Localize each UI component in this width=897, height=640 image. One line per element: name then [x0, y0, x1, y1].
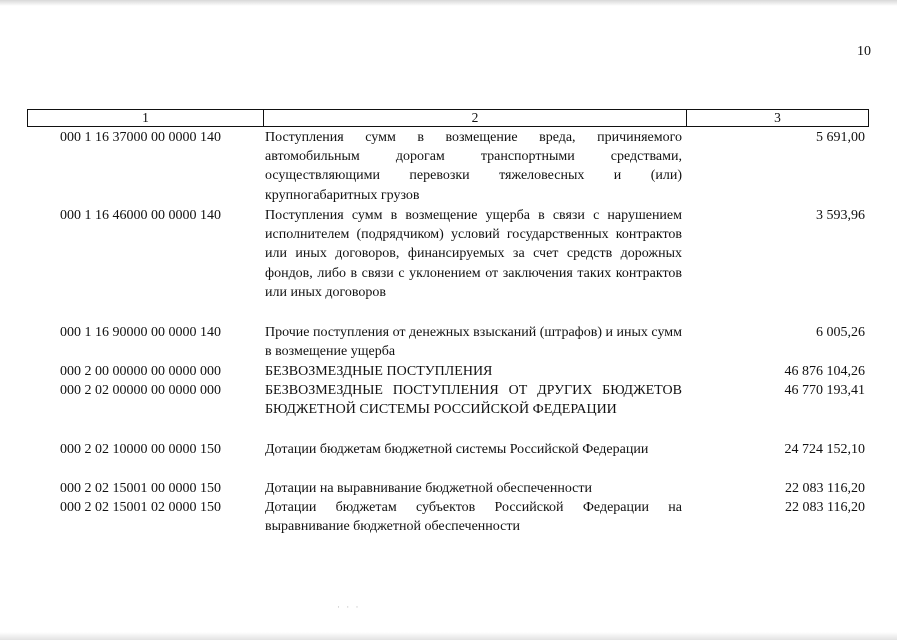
row-code: 000 1 16 90000 00 0000 140 — [60, 325, 221, 340]
row-description: Поступления сумм в возмещение ущерба в связи с нарушением исполнителем (подрядчиком) условий государственных контрактов или иных договоров, финансируемых за счет средств дорожных фондов, либо в связи с уклонением от заключения таких контрактов или иных договоров — [265, 208, 682, 300]
row-amount: 5 691,00 — [816, 130, 865, 145]
row-description: БЕЗВОЗМЕЗДНЫЕ ПОСТУПЛЕНИЯ — [265, 364, 493, 379]
row-code: 000 2 02 15001 00 0000 150 — [60, 481, 221, 496]
column-header-2: 2 — [264, 110, 687, 126]
faint-scan-mark: · · · — [337, 602, 361, 612]
row-description: Дотации бюджетам бюджетной системы Российской Федерации — [265, 442, 649, 457]
row-description: БЕЗВОЗМЕЗДНЫЕ ПОСТУПЛЕНИЯ ОТ ДРУГИХ БЮДЖЕТОВ БЮДЖЕТНОЙ СИСТЕМЫ РОССИЙСКОЙ ФЕДЕРАЦИИ — [265, 383, 682, 418]
row-description: Поступления сумм в возмещение вреда, причиняемого автомобильным дорогам транспортными средствами, осуществляющими перевозки тяжеловесных и (или) крупногабаритных грузов — [265, 130, 682, 203]
row-amount: 6 005,26 — [816, 325, 865, 340]
row-description: Дотации на выравнивание бюджетной обеспеченности — [265, 481, 592, 496]
row-code: 000 2 02 10000 00 0000 150 — [60, 442, 221, 457]
row-amount: 24 724 152,10 — [784, 442, 865, 457]
row-amount: 46 770 193,41 — [784, 383, 865, 398]
row-amount: 3 593,96 — [816, 208, 865, 223]
page-number: 10 — [857, 44, 871, 59]
row-description: Прочие поступления от денежных взысканий (штрафов) и иных сумм в возмещение ущерба — [265, 325, 682, 360]
column-header-1: 1 — [28, 110, 264, 126]
scan-edge-bottom — [0, 632, 897, 640]
row-code: 000 1 16 37000 00 0000 140 — [60, 130, 221, 145]
table-header — [27, 109, 869, 127]
row-code: 000 2 02 15001 02 0000 150 — [60, 500, 221, 515]
row-amount: 46 876 104,26 — [784, 364, 865, 379]
row-amount: 22 083 116,20 — [785, 500, 865, 515]
column-header-3: 3 — [774, 110, 781, 125]
row-amount: 22 083 116,20 — [785, 481, 865, 496]
row-code: 000 2 02 00000 00 0000 000 — [60, 383, 221, 398]
row-code: 000 1 16 46000 00 0000 140 — [60, 208, 221, 223]
row-code: 000 2 00 00000 00 0000 000 — [60, 364, 221, 379]
scan-edge-top — [0, 0, 897, 6]
row-description: Дотации бюджетам субъектов Российской Федерации на выравнивание бюджетной обеспеченности — [265, 500, 682, 535]
